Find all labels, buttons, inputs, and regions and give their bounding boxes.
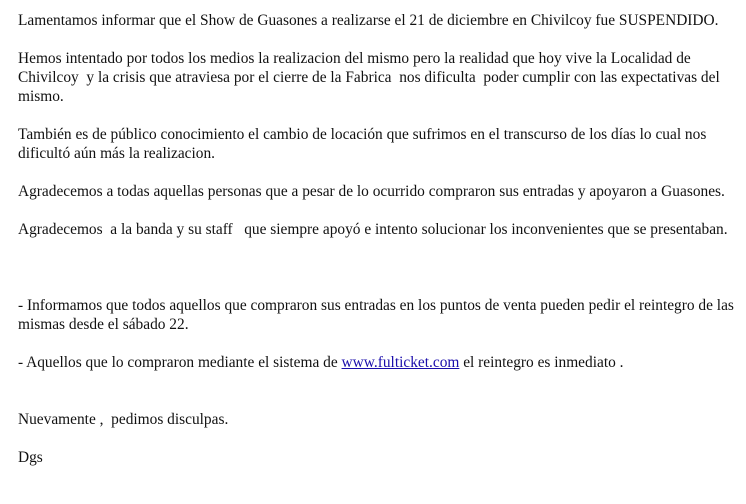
spacer	[18, 258, 740, 296]
paragraph-reasons: Hemos intentado por todos los medios la realizacion del mismo pero la realidad que hoy vive la Localidad de Chivilcoy y la crisis que atraviesa por el cierre de la Fabrica nos dificulta poder cumplir con las expectativas del mismo.	[18, 50, 724, 105]
refund-online-text-before: - Aquellos que lo compraron mediante el sistema de	[18, 354, 342, 371]
fulticket-link[interactable]: www.fulticket.com	[341, 354, 460, 371]
paragraph-location-change: También es de público conocimiento el cambio de locación que sufrimos en el transcurso de los días lo cual nos dificultó aún más la realizacion.	[18, 126, 711, 162]
signature: Dgs	[18, 449, 43, 466]
paragraph-refund-online	[18, 353, 740, 372]
paragraph-thanks-band: Agradecemos a la banda y su staff que siempre apoyó e intento solucionar los inconvenientes que se presentaban.	[18, 221, 728, 238]
spacer	[18, 391, 740, 410]
paragraph-refund-points-of-sale: - Informamos que todos aquellos que compraron sus entradas en los puntos de venta pueden pedir el reintegro de las mismas desde el sábado 22.	[18, 297, 738, 333]
paragraph-apology: Nuevamente , pedimos disculpas.	[18, 411, 229, 428]
paragraph-suspension: Lamentamos informar que el Show de Guasones a realizarse el 21 de diciembre en Chivilcoy fue SUSPENDIDO.	[18, 12, 719, 29]
email-body	[18, 11, 740, 486]
refund-online-text-after: el reintegro es inmediato .	[459, 354, 624, 371]
paragraph-thanks-buyers: Agradecemos a todas aquellas personas que a pesar de lo ocurrido compraron sus entradas y apoyaron a Guasones.	[18, 183, 725, 200]
